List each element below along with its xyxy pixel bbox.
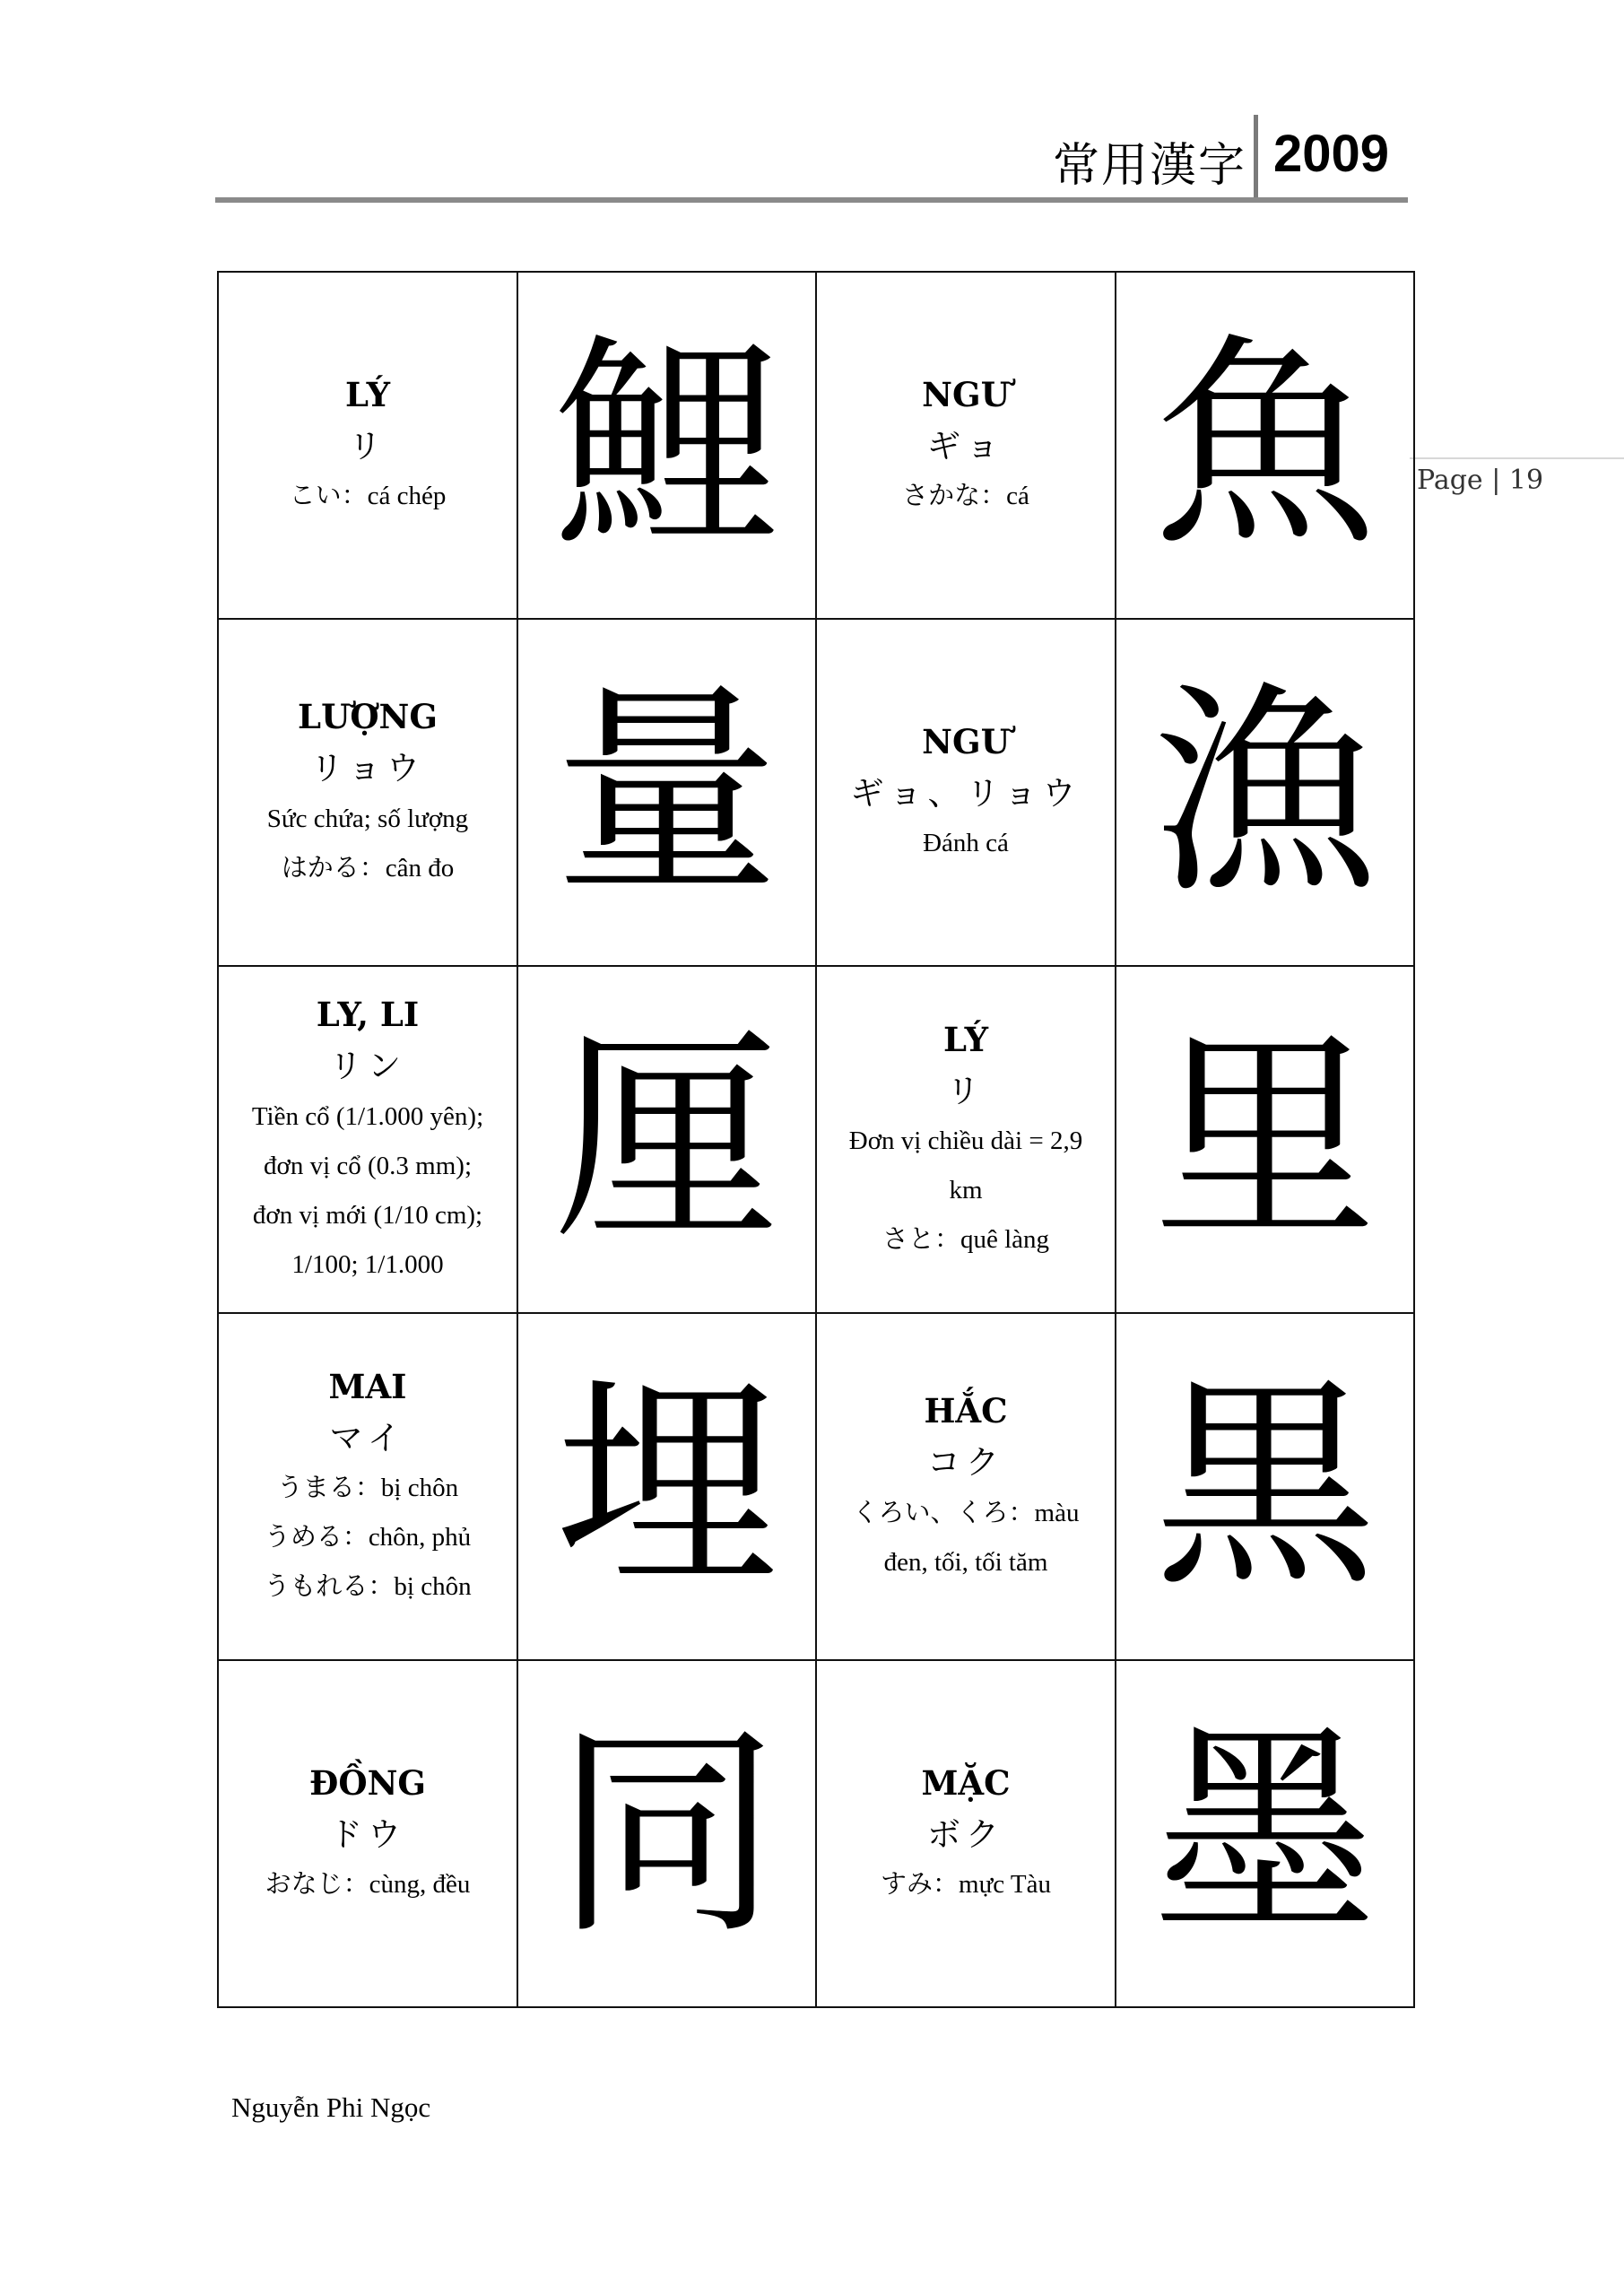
on-reading: ギョ: [927, 426, 1004, 465]
han-viet-reading: LƯỢNG: [298, 697, 438, 737]
meaning-line: さかな：cá: [902, 482, 1029, 511]
on-reading: リ: [348, 426, 387, 465]
meaning-line: くろい、くろ：màu: [852, 1498, 1080, 1527]
meaning-line: Đánh cá: [923, 829, 1009, 858]
han-viet-reading: HẮC: [924, 1391, 1008, 1431]
kanji-character: 漁: [1116, 619, 1414, 966]
header-separator: [1254, 115, 1258, 201]
on-reading: リン: [329, 1047, 406, 1086]
card-row: [218, 1313, 1414, 1660]
meaning-line: すみ：mực Tàu: [881, 1870, 1051, 1900]
han-viet-reading: MAI: [328, 1366, 407, 1406]
meaning-line: うめる：chôn, phủ: [264, 1523, 472, 1552]
kanji-character: 量: [517, 619, 816, 966]
card-info: [816, 1660, 1116, 2007]
meaning-line: うもれる：bị chôn: [264, 1572, 472, 1602]
meaning-line: 1/100; 1/1.000: [291, 1249, 444, 1279]
han-viet-reading: ĐỒNG: [309, 1762, 426, 1803]
on-reading: リョウ: [310, 749, 425, 788]
han-viet-reading: LY, LI: [316, 994, 420, 1034]
page-header: [215, 115, 1408, 201]
card-info: [816, 272, 1116, 619]
meaning-line: はかる：cân đo: [281, 853, 455, 883]
on-reading: マイ: [329, 1418, 406, 1457]
card-row: [218, 1660, 1414, 2007]
on-reading: コク: [927, 1443, 1004, 1483]
meaning-line: Tiền cổ (1/1.000 yên);: [251, 1101, 484, 1131]
kanji-card-grid: [217, 271, 1415, 2008]
card-info: [816, 966, 1116, 1313]
on-reading: リ: [946, 1071, 986, 1110]
card-info: [218, 272, 517, 619]
kanji-character: 埋: [517, 1313, 816, 1660]
meaning-line: đen, tối, tối tăm: [883, 1547, 1048, 1577]
meaning-line: おなじ：cùng, đều: [265, 1870, 471, 1900]
meaning-line: đơn vị cổ (0.3 mm);: [264, 1151, 472, 1180]
han-viet-reading: NGƯ: [922, 374, 1010, 414]
meaning-line: Sức chứa; số lượng: [266, 804, 469, 833]
han-viet-reading: LÝ: [344, 374, 391, 414]
card-row: [218, 966, 1414, 1313]
kanji-character: 魚: [1116, 272, 1414, 619]
han-viet-reading: MẶC: [921, 1762, 1011, 1803]
han-viet-reading: NGƯ: [922, 721, 1010, 761]
card-info: [816, 619, 1116, 966]
meaning-line: こい：cá chép: [289, 482, 447, 511]
kanji-character: 同: [517, 1660, 816, 2007]
kanji-character: 厘: [517, 966, 816, 1313]
card-info: [218, 1313, 517, 1660]
footer-author: Nguyễn Phi Ngọc: [231, 2092, 431, 2123]
meaning-line: さと：quê làng: [881, 1225, 1050, 1255]
on-reading: ドウ: [329, 1814, 406, 1854]
meaning-line: đơn vị mới (1/10 cm);: [252, 1200, 483, 1230]
kanji-character: 墨: [1116, 1660, 1414, 2007]
card-row: [218, 272, 1414, 619]
header-title: 常用漢字: [1052, 139, 1246, 193]
card-row: [218, 619, 1414, 966]
header-rule: [215, 197, 1408, 203]
header-year: 2009: [1273, 125, 1390, 183]
card-info: [218, 1660, 517, 2007]
kanji-character: 黒: [1116, 1313, 1414, 1660]
on-reading: ギョ、リョウ: [850, 773, 1081, 813]
card-info: [218, 966, 517, 1313]
card-info: [218, 619, 517, 966]
meaning-line: うまる：bị chôn: [276, 1474, 459, 1503]
meaning-line: Đơn vị chiều dài = 2,9: [848, 1126, 1083, 1156]
kanji-character: 里: [1116, 966, 1414, 1313]
han-viet-reading: LÝ: [942, 1019, 989, 1059]
page-number: Page | 19: [1410, 457, 1624, 513]
on-reading: ボク: [927, 1814, 1004, 1854]
card-info: [816, 1313, 1116, 1660]
kanji-character: 鯉: [517, 272, 816, 619]
meaning-line: km: [949, 1176, 983, 1205]
